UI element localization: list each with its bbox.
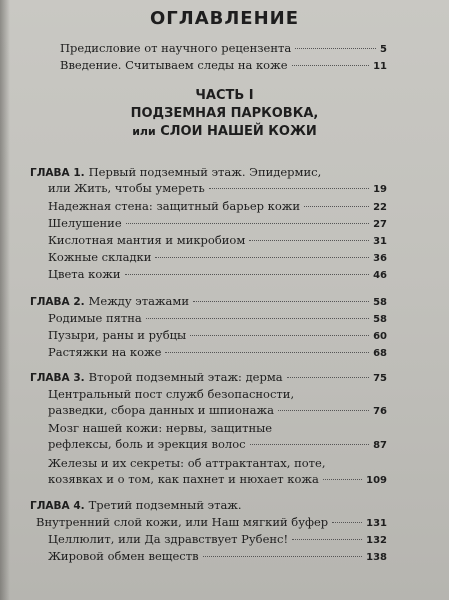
section-entry[interactable]	[48, 199, 387, 215]
section-entry[interactable]	[48, 233, 387, 249]
chapter-page: 19	[373, 184, 387, 195]
chapter-2[interactable]	[30, 294, 387, 310]
section-entry[interactable]	[48, 532, 387, 548]
section-page: 138	[366, 552, 387, 563]
section-page: 87	[373, 440, 387, 451]
section-page: 31	[373, 236, 387, 247]
section-text: Родимые пятна	[48, 311, 142, 325]
section-page: 27	[373, 219, 387, 230]
section-entry[interactable]	[48, 345, 387, 361]
section-text: Жировой обмен веществ	[48, 549, 199, 563]
leader-dots	[193, 301, 369, 302]
section-3-2-line2[interactable]	[48, 437, 387, 453]
entry-page: 11	[373, 61, 387, 72]
chapter-1-line2[interactable]	[48, 181, 387, 197]
section-text: Пузыри, раны и рубцы	[48, 328, 187, 342]
leader-dots	[209, 188, 369, 189]
section-text: Целлюлит, или Да здравствует Рубенс!	[48, 532, 289, 546]
chapter-4-line2[interactable]	[36, 515, 387, 531]
section-text: Шелушение	[48, 216, 122, 230]
section-3-1-line1[interactable]: Центральный пост служб безопасности,	[48, 387, 295, 401]
leader-dots	[190, 335, 369, 336]
leader-dots	[292, 539, 362, 540]
chapter-title: Между этажами	[88, 294, 189, 308]
part-title-prefix: или	[132, 125, 156, 138]
section-3-2-line1[interactable]: Мозг нашей кожи: нервы, защитные	[48, 421, 273, 435]
chapter-page: 58	[373, 297, 387, 308]
section-entry[interactable]	[48, 267, 387, 283]
part-title-line1: ПОДЗЕМНАЯ ПАРКОВКА,	[130, 106, 319, 121]
toc-entry-introduction[interactable]	[60, 58, 387, 74]
leader-dots	[304, 206, 369, 207]
chapter-title: Внутренний слой кожи, или Наш мягкий буфер	[36, 515, 329, 529]
leader-dots	[146, 318, 369, 319]
leader-dots	[203, 556, 363, 557]
entry-text: Предисловие от научного рецензента	[60, 41, 292, 55]
section-text: Кожные складки	[48, 250, 152, 264]
leader-dots	[292, 65, 370, 66]
section-page: 22	[373, 202, 387, 213]
section-entry[interactable]	[48, 311, 387, 327]
part-title-line2	[0, 124, 449, 139]
leader-dots	[155, 257, 369, 258]
toc-entry-preface[interactable]	[60, 41, 387, 57]
entry-page: 5	[380, 44, 387, 55]
section-page: 76	[373, 406, 387, 417]
leader-dots	[125, 274, 370, 275]
section-text: Кислотная мантия и микробиом	[48, 233, 246, 247]
section-text: Надежная стена: защитный барьер кожи	[48, 199, 301, 213]
chapter-label: ГЛАВА 2.	[30, 296, 85, 308]
section-3-3-line2[interactable]	[48, 472, 387, 488]
leader-dots	[126, 223, 369, 224]
section-text: козявках и о том, как пахнет и нюхает кожа	[48, 472, 319, 486]
section-page: 60	[373, 331, 387, 342]
chapter-label: ГЛАВА 3.	[30, 372, 85, 384]
section-3-1-line2[interactable]	[48, 403, 387, 419]
toc-title: ОГЛАВЛЕНИЕ	[149, 8, 300, 29]
chapter-page: 75	[373, 373, 387, 384]
chapter-title: Первый подземный этаж. Эпидермис,	[88, 165, 322, 179]
leader-dots	[249, 240, 369, 241]
section-page: 46	[373, 270, 387, 281]
section-page: 132	[366, 535, 387, 546]
section-3-3-line1[interactable]: Железы и их секреты: об аттрактантах, поте,	[48, 456, 326, 470]
chapter-label: ГЛАВА 4.	[30, 500, 85, 512]
leader-dots	[323, 479, 362, 480]
leader-dots	[278, 410, 369, 411]
leader-dots	[332, 522, 362, 523]
chapter-3[interactable]	[30, 370, 387, 386]
section-text: рефлексы, боль и эрекция волос	[48, 437, 246, 451]
section-text: разведки, сбора данных и шпионажа	[48, 403, 274, 417]
section-page: 36	[373, 253, 387, 264]
part-label: ЧАСТЬ I	[195, 88, 254, 103]
section-text: Растяжки на коже	[48, 345, 162, 359]
leader-dots	[250, 444, 369, 445]
leader-dots	[295, 48, 376, 49]
chapter-4-line1[interactable]	[30, 498, 242, 513]
chapter-label: ГЛАВА 1.	[30, 167, 85, 179]
section-entry[interactable]	[48, 328, 387, 344]
chapter-page: 131	[366, 518, 387, 529]
section-entry[interactable]	[48, 549, 387, 565]
chapter-title: или Жить, чтобы умереть	[48, 181, 205, 195]
entry-text: Введение. Считываем следы на коже	[60, 58, 288, 72]
chapter-title: Второй подземный этаж: дерма	[88, 370, 283, 384]
leader-dots	[165, 352, 369, 353]
section-page: 109	[366, 475, 387, 486]
section-entry[interactable]	[48, 250, 387, 266]
section-text: Цвета кожи	[48, 267, 121, 281]
section-entry[interactable]	[48, 216, 387, 232]
section-page: 68	[373, 348, 387, 359]
chapter-1-line1[interactable]	[30, 165, 321, 180]
chapter-title: Третий подземный этаж.	[88, 498, 242, 512]
leader-dots	[287, 377, 369, 378]
part-title-rest: СЛОИ НАШЕЙ КОЖИ	[160, 124, 317, 139]
section-page: 58	[373, 314, 387, 325]
